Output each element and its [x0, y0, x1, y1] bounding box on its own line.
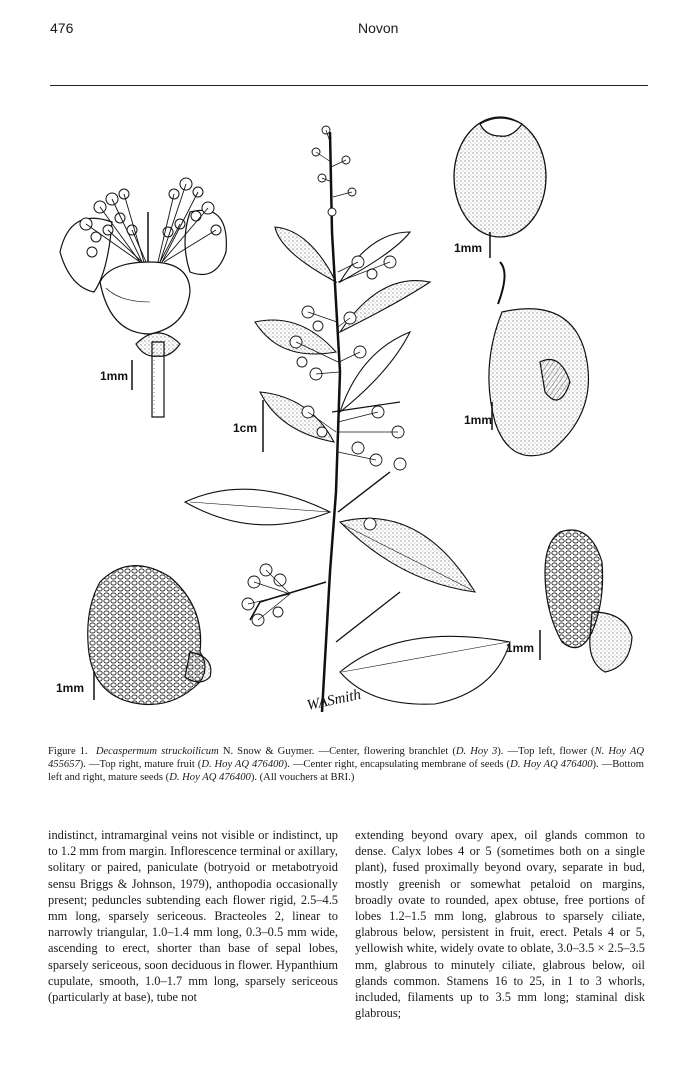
caption-text: ). —Center right, encapsulating membrane of seeds ( [283, 759, 511, 770]
header-rule [50, 85, 648, 86]
figure-label: Figure 1. [48, 746, 88, 757]
voucher: D. Hoy AQ 476400 [201, 759, 284, 770]
caption-text: ). —Top right, mature fruit ( [79, 759, 202, 770]
voucher: N. Hoy AQ 455657 [48, 746, 645, 770]
scale-label-flower: 1mm [100, 369, 129, 383]
scale-bar-branch [233, 400, 263, 452]
scale-bar-membrane [464, 402, 492, 430]
scale-bar-seed-left [56, 672, 94, 700]
branch-drawing [185, 126, 510, 712]
scale-label-membrane: 1mm [464, 413, 493, 427]
seed-right-drawing [545, 530, 632, 672]
caption-text: ). (All vouchers at BRI.) [250, 772, 355, 783]
body-column-left: indistinct, intramarginal veins not visible or indistinct, up to 1.2 mm from margin. Inflorescence terminal or axillary, solitary or paired, paniculate (botryoid or metabotryoid sensu Briggs & Johnson, 1979), anthopodia occasionally present; peduncles subtending each flower rigid, 2.5–4.5 mm long, sparsely sericeous. Bracteoles 2, linear to narrowly triangular, 1.0–1.4 mm long, 0.3–0.5 mm wide, ascending to erect, shorter than base of sepal lobes, sparsely sericeous, soon deciduous in flower. Hypanthium cupulate, smooth, 1.0–1.7 mm long, sparsely sericeous (particularly at base), tube not [48, 828, 338, 1005]
page-header [0, 0, 688, 90]
caption-text: ). —Bottom left and right, mature seeds ( [48, 759, 644, 783]
scale-label-seed-right: 1mm [506, 641, 535, 655]
species-name: Decaspermum struckoilicum [95, 746, 219, 757]
page-number: 476 [50, 20, 74, 36]
scale-label-branch: 1cm [233, 421, 258, 435]
caption-text: ). —Top left, flower ( [497, 746, 595, 757]
botanical-illustration [40, 112, 650, 742]
scale-bar-fruit [454, 232, 490, 258]
voucher: D. Hoy AQ 476400 [169, 772, 251, 783]
voucher: D. Hoy AQ 476400 [510, 759, 593, 770]
membrane-drawing [489, 309, 589, 456]
voucher: D. Hoy 3 [455, 746, 498, 757]
scale-label-seed-left: 1mm [56, 681, 85, 695]
fruit-drawing [454, 117, 546, 304]
seed-left-drawing [88, 566, 211, 705]
caption-text: N. Snow & Guymer. —Center, flowering branchlet ( [218, 746, 456, 757]
illustration-svg [40, 112, 650, 742]
scale-bar-seed-right [506, 630, 540, 660]
body-column-right: extending beyond ovary apex, oil glands common to dense. Calyx lobes 4 or 5 (sometimes both on a single plant), fused proximally beyond ovary, separate in bud, mostly greenish or somewhat petaloid on margins, broadly ovate to rounded, apex obtuse, free portions of lobes 1.2–1.5 mm long, glabrous to sparsely ciliate, glabrous below, persistent in fruit, erect. Petals 4 or 5, yellowish white, widely ovate to oblate, 3.0–3.5 × 2.5–3.5 mm, glabrous to minutely ciliate, glabrous below, oil glands common. Stamens 16 to 25, in 1 to 3 whorls, included, filaments up to 3.5 mm long; staminal disk glabrous; [355, 828, 645, 1021]
figure-caption [48, 745, 644, 784]
flower-drawing [60, 178, 226, 417]
scale-label-fruit: 1mm [454, 241, 483, 255]
journal-title: Novon [358, 20, 399, 36]
scale-bar-flower [100, 360, 132, 390]
illustrator-signature: WASmith [305, 686, 363, 714]
